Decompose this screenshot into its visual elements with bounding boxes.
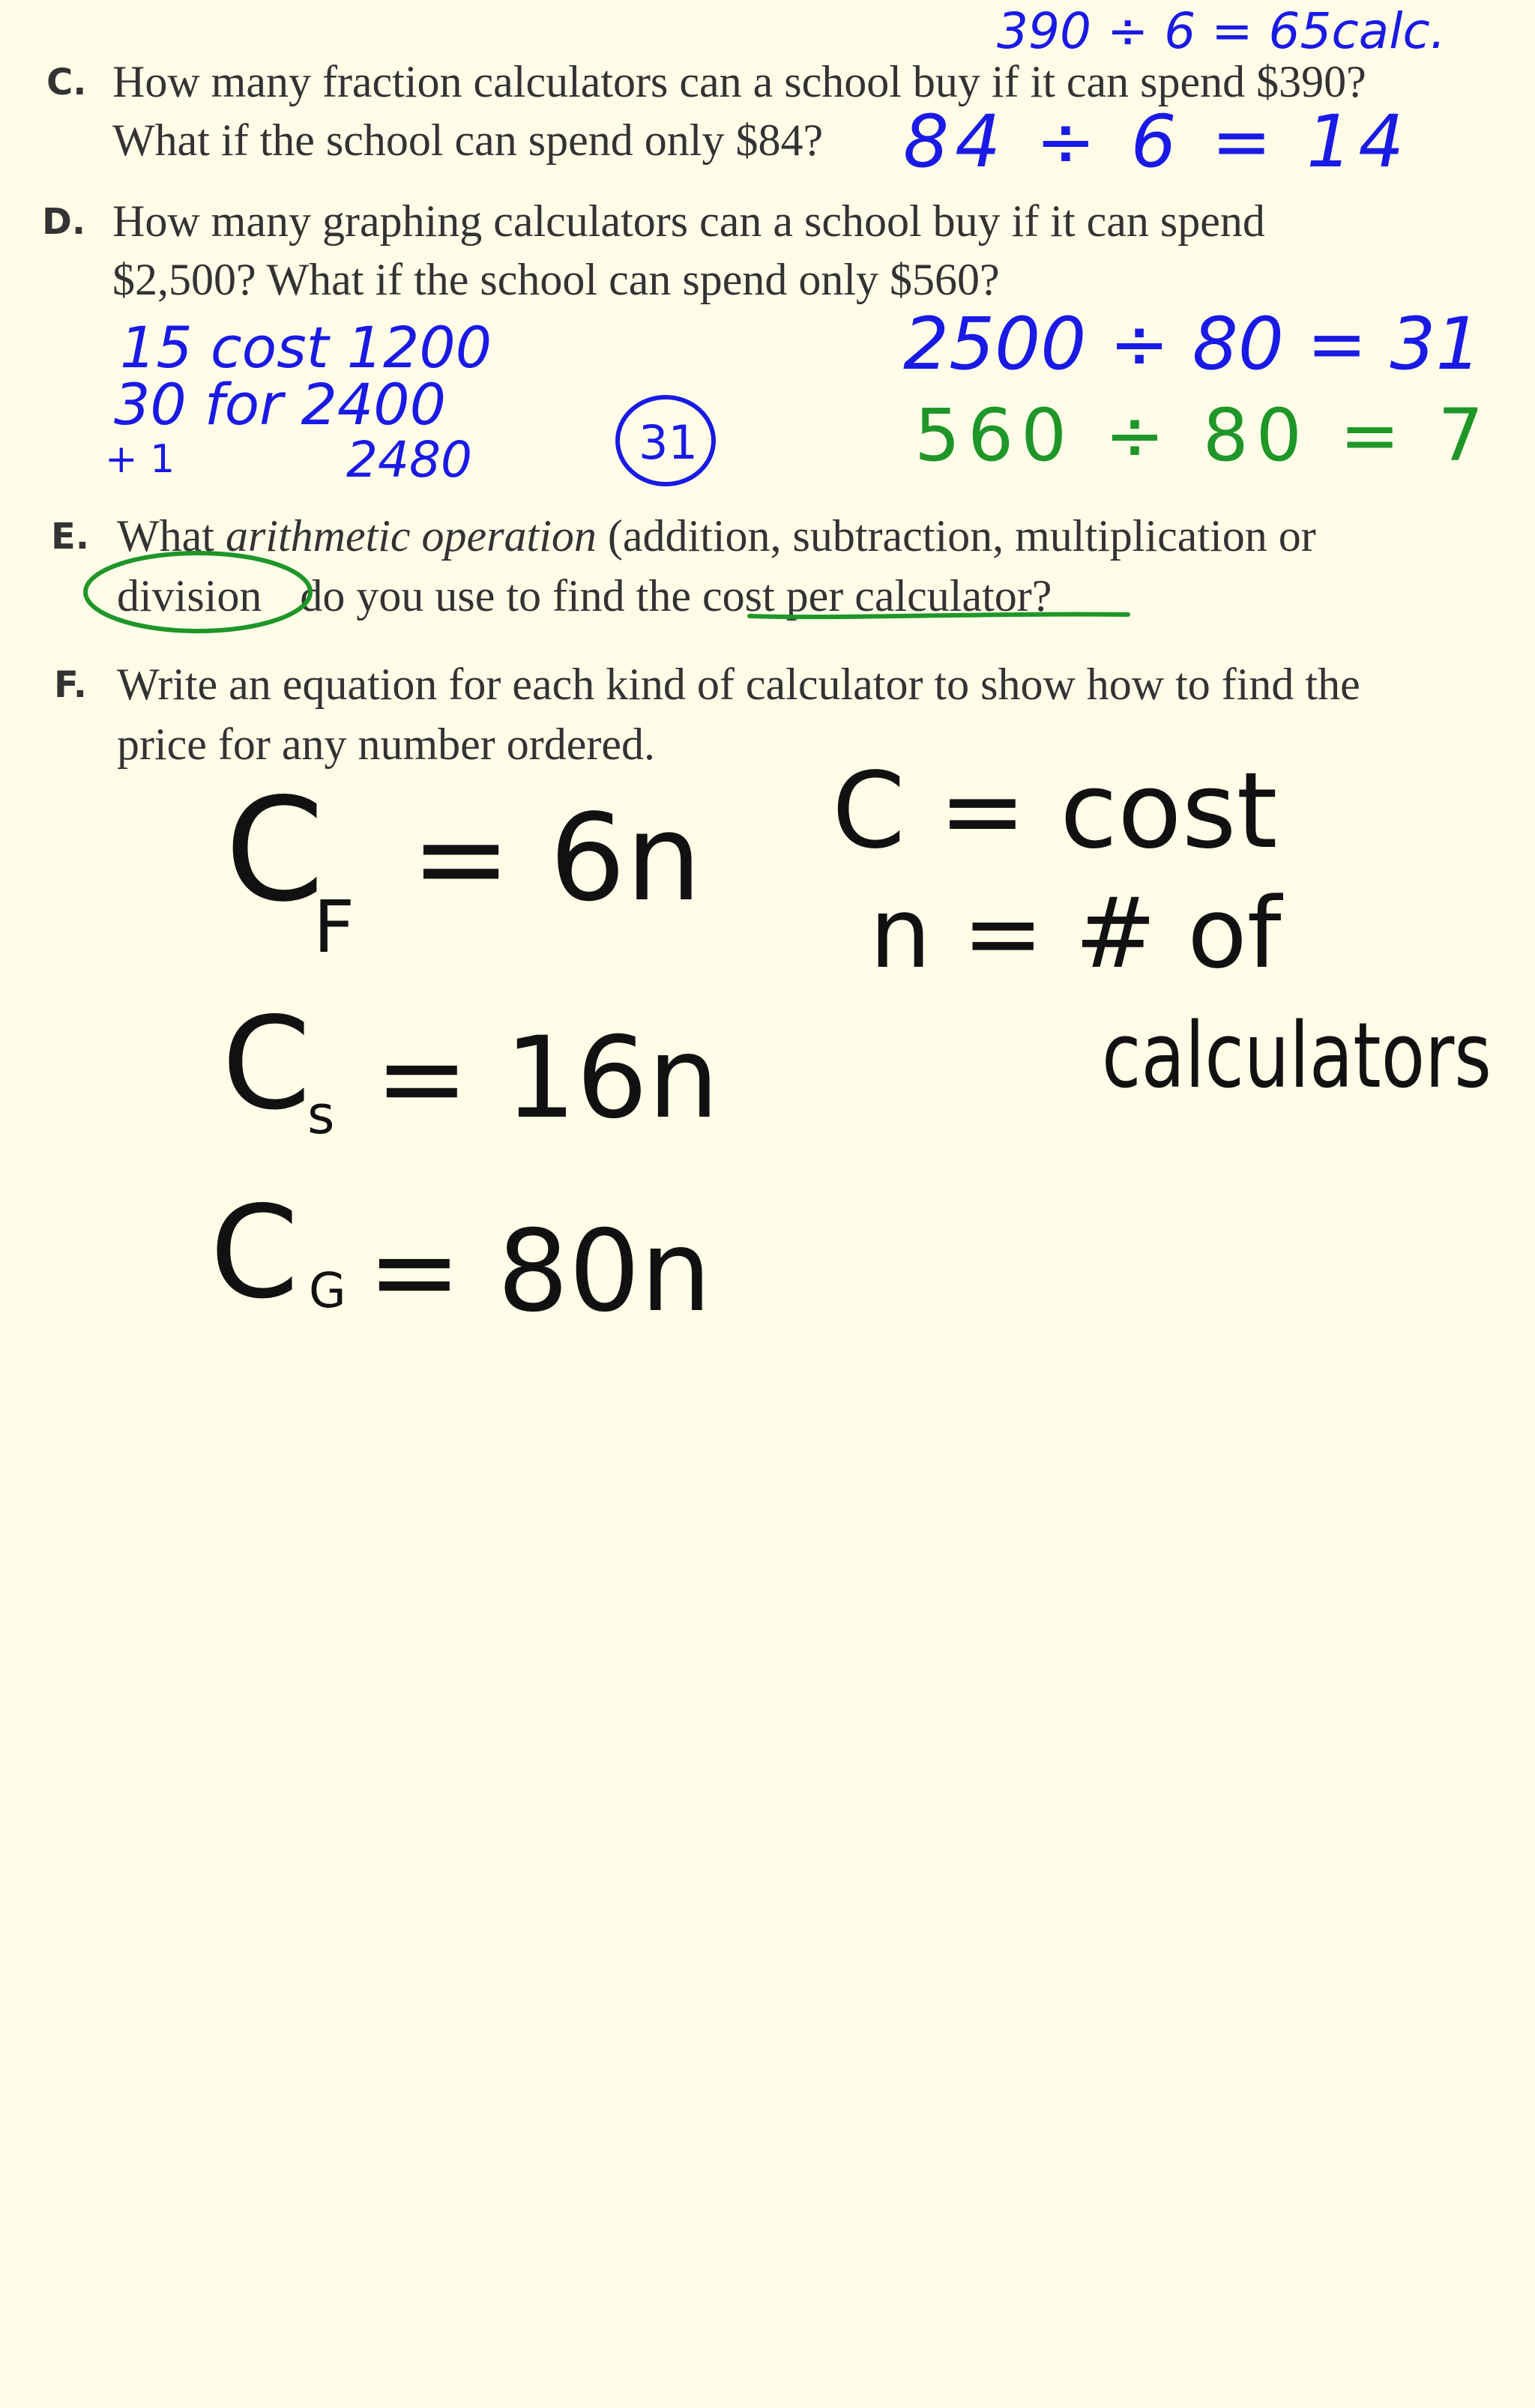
handwritten-equation-cg-main: C <box>210 1179 299 1327</box>
handwritten-work-d-line1: 15 cost 1200 <box>120 314 492 381</box>
handwritten-legend-n: n = # of <box>869 876 1282 990</box>
handwritten-answer-d-2500: 2500 ÷ 80 = 31 <box>903 302 1482 386</box>
circle-mark <box>85 553 310 631</box>
handwritten-legend-cost: C = cost <box>832 750 1278 872</box>
text-segment: do you use to find the <box>289 571 702 621</box>
italic-term: arithmetic operation <box>225 511 597 561</box>
question-letter: C. <box>46 61 87 103</box>
handwritten-work-d-line2: 30 for 2400 <box>114 371 446 438</box>
handwritten-equation-cs-main: C <box>222 990 311 1138</box>
handwritten-work-d-line4: 2480 <box>346 431 472 489</box>
underlined-phrase: cost per calculator <box>702 571 1032 621</box>
question-text-line1: How many fraction calculators can a school buy if it can spend $390? <box>112 57 1366 106</box>
handwritten-answer-d-560: 560 ÷ 80 = 7 <box>914 393 1492 477</box>
underline-mark <box>750 615 1128 617</box>
text-segment: (addition, subtraction, multiplication or <box>596 511 1316 561</box>
text-segment: What <box>117 511 226 561</box>
question-text-line1: How many graphing calculators can a school buy if it can spend <box>112 196 1265 246</box>
handwritten-work-d-line3: + 1 <box>105 437 175 482</box>
circled-word: division <box>117 571 262 621</box>
question-letter: D. <box>42 201 86 243</box>
question-letter: E. <box>51 516 90 558</box>
question-text-line2: price for any number ordered. <box>117 719 656 769</box>
handwritten-legend-calculators: calculators <box>1102 1004 1492 1108</box>
question-text-line2: What if the school can spend only $84? <box>112 115 824 165</box>
text-segment: ? <box>1031 571 1052 621</box>
handwritten-equation-cf-rest: = 6n <box>411 788 702 928</box>
handwritten-equation-cg-rest: = 80n <box>367 1207 712 1337</box>
handwritten-equation-cg-sub: G <box>309 1264 346 1319</box>
question-text-line1: Write an equation for each kind of calculator to show how to find the <box>117 660 1360 709</box>
question-letter: F. <box>54 664 87 706</box>
handwritten-equation-cs-rest: = 16n <box>375 1013 720 1144</box>
handwritten-answer-c-84: 84 ÷ 6 = 14 <box>903 100 1411 184</box>
handwritten-equation-cf-main: C <box>225 767 325 933</box>
handwritten-answer-c-390: 390 ÷ 6 = 65calc. <box>997 2 1446 60</box>
handwritten-equation-cs-sub: s <box>307 1084 335 1146</box>
handwritten-equation-cf-sub: F <box>313 885 355 969</box>
question-text-line2: $2,500? What if the school can spend only $560? <box>112 255 1000 304</box>
handwritten-circled-31: 31 <box>639 415 698 470</box>
